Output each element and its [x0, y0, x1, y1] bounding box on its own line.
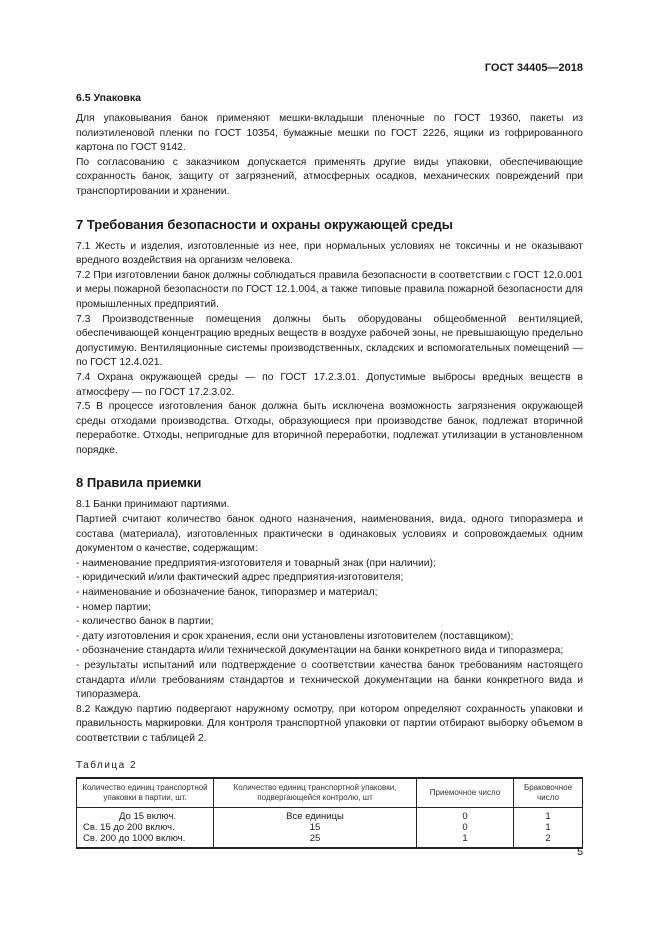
paragraph: 7.3 Производственные помещения должны быть оборудованы общеобменной вентиляцией, обеспечивающей концентрацию вредных веществ в воздухе рабочей зоны, не превышающую предельно допустимую. Вентиляционные системы производственных, складских и вспомогательных помещений — по ГОСТ 12.4.021. — [76, 313, 583, 369]
table-cell — [214, 807, 417, 848]
section-7-title: 7 Требования безопасности и охраны окружающей среды — [76, 216, 453, 232]
paragraph: 7.4 Охрана окружающей среды — по ГОСТ 17.2.3.01. Допустимые выбросы вредных веществ в атмосферу — по ГОСТ 17.2.3.02. — [76, 371, 583, 398]
paragraph: По согласованию с заказчиком допускается применять другие виды упаковки, обеспечивающие сохранность банок, защиту от загрязнений, атмосферных осадков, механических повреждений при транспортировании и хранении. — [76, 156, 583, 197]
paragraph: 7.1 Жесть и изделия, изготовленные из нее, при нормальных условиях не токсичны и не оказывают вредного воздействия на организм человека. — [76, 240, 583, 267]
list-item: - результаты испытаний или подтверждение о соответствии качества банок требованиям настоящего стандарта и/или требованиям стандартов и технической документации на банки конкретного вида и типоразмера. — [76, 660, 583, 701]
table-header-cell: Количество единиц транспортной упаковки в партии, шт. — [77, 778, 214, 808]
list-item: - количество банок в партии; — [76, 616, 214, 628]
table-header-cell: Браковочное число — [514, 778, 583, 808]
table-header-cell: Количество единиц транспортной упаковки, подвергающейся контролю, шт — [214, 778, 417, 808]
paragraph: Для упаковывания банок применяют мешки-вкладыши пленочные по ГОСТ 19360, пакеты из полиэтиленовой пленки по ГОСТ 10354, бумажные мешки по ГОСТ 2226, ящики из гофрированного картона по ГОСТ 9142. — [76, 113, 583, 154]
cell-line: До 15 включ. — [119, 810, 177, 822]
cell-line: Св. 200 до 1000 включ. — [83, 832, 186, 844]
table-cell — [417, 807, 514, 848]
cell-line: 25 — [309, 832, 321, 844]
list-item: - номер партии; — [76, 601, 151, 613]
section-6-5-title: 6.5 Упаковка — [76, 92, 141, 104]
cell-line: 0 — [462, 821, 468, 833]
cell-line: 1 — [545, 810, 551, 822]
list-item: - дату изготовления и срок хранения, если они установлены изготовителем (поставщиком); — [76, 630, 514, 642]
cell-line: 1 — [462, 832, 468, 844]
paragraph: 8.2 Каждую партию подвергают наружному осмотру, при котором определяют сохранность упаковки и правильность маркировки. Для контроля транспортной упаковки от партии отбирают выборку объемом в соответствии с таблицей 2. — [76, 703, 583, 744]
page-content — [76, 92, 583, 849]
cell-line: 0 — [462, 810, 468, 822]
list-item: - наименование и обозначение банок, типоразмер и материал; — [76, 587, 378, 599]
table-row — [77, 807, 583, 848]
section-8-title: 8 Правила приемки — [76, 475, 202, 491]
paragraph: 8.1 Банки принимают партиями. — [76, 499, 230, 511]
cell-line: 2 — [545, 832, 551, 844]
list-item: - юридический и/или фактический адрес предприятия-изготовителя; — [76, 572, 404, 584]
table-cell — [514, 807, 583, 848]
table-header-cell: Приемочное число — [417, 778, 514, 808]
paragraph: Партией считают количество банок одного назначения, наименования, вида, одного типоразмера и состава (материала), изготовленных практически в одинаковых условиях и сопровождаемых одним документом о качестве, содержащим: — [76, 514, 583, 555]
sampling-table — [76, 777, 583, 849]
paragraph: 7.5 В процессе изготовления банок должна быть исключена возможность загрязнения окружающей среды отходами производства. Отходы, образующиеся при производстве банок, подлежат вторичной переработке. Отходы, непригодные для вторичной переработки, подлежат утилизации в установленном порядке. — [76, 401, 583, 456]
list-item: - обозначение стандарта и/или технической документации на банки конкретного вида и типоразмера; — [76, 645, 564, 657]
document-id: ГОСТ 34405—2018 — [484, 62, 583, 74]
page-number: 5 — [577, 846, 583, 858]
table-caption: Таблица 2 — [76, 759, 138, 771]
table-cell — [77, 807, 214, 848]
list-item: - наименование предприятия-изготовителя и товарный знак (при наличии); — [76, 557, 436, 569]
cell-line: 15 — [309, 821, 321, 833]
cell-line: 1 — [545, 821, 551, 833]
paragraph: 7.2 При изготовлении банок должны соблюдаться правила безопасности в соответствии с ГОСТ 12.0.001 и меры пожарной безопасности по ГОСТ 12.1.004, а также типовые правила пожарной безопасности для промышленных предприятий. — [76, 269, 583, 310]
cell-line: Все единицы — [286, 810, 344, 822]
cell-line: Св. 15 до 200 включ. — [83, 821, 175, 833]
